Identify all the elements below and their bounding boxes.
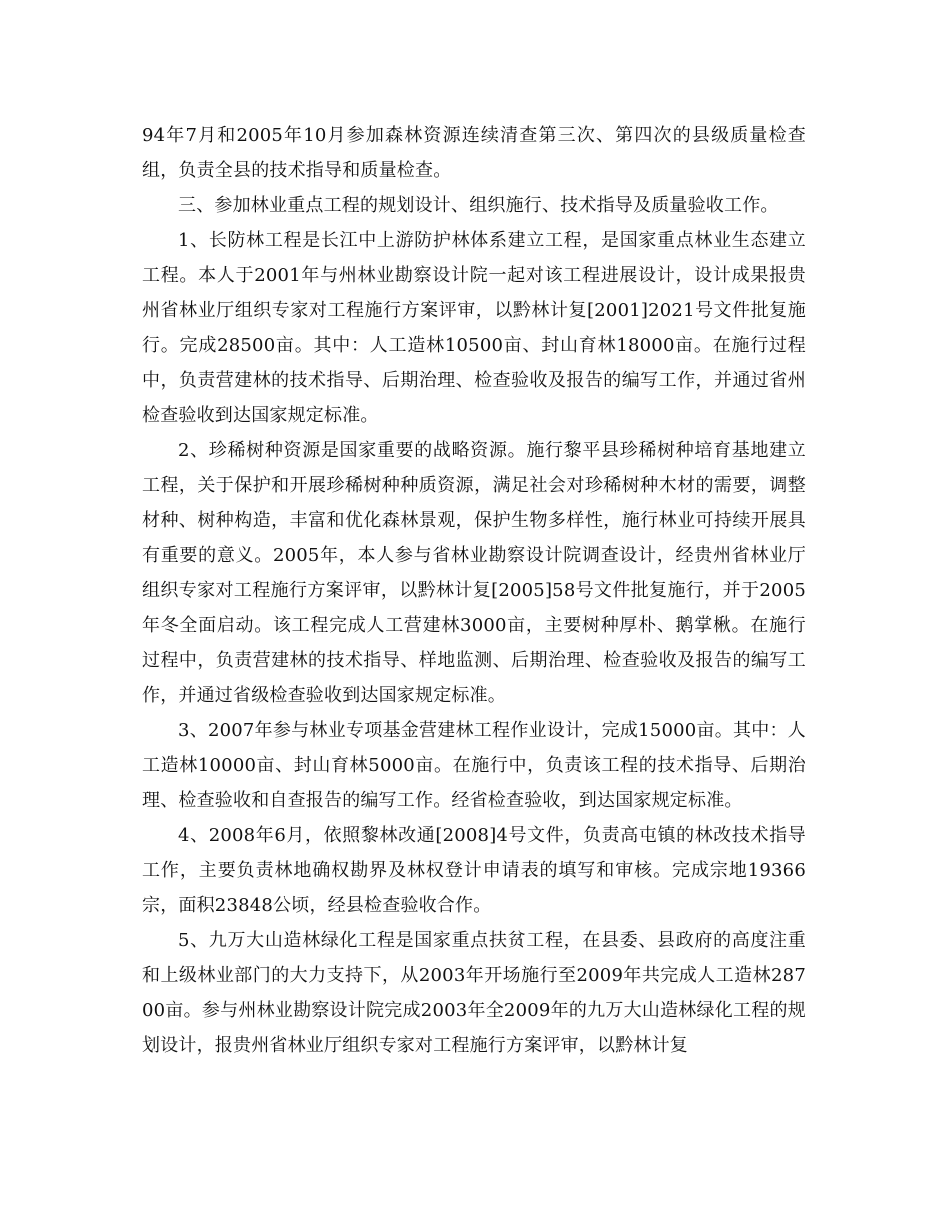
document-body bbox=[142, 118, 806, 1063]
paragraph-item-5: 5、九万大山造林绿化工程是国家重点扶贫工程，在县委、县政府的高度注重和上级林业部门的大力支持下，从2003年开场施行至2009年共完成人工造林28700亩。参与州林业勘察设计院完成2003年全2009年的九万大山造林绿化工程的规划设计，报贵州省林业厅组织专家对工程施行方案评审，以黔林计复 bbox=[142, 930, 806, 1056]
paragraph-item-3: 3、2007年参与林业专项基金营建林工程作业设计，完成15000亩。其中：人工造林10000亩、封山育林5000亩。在施行中，负责该工程的技术指导、后期治理、检查验收和自查报告的编写工作。经省检查验收，到达国家规定标准。 bbox=[142, 720, 806, 811]
paragraph-section-three-heading: 三、参加林业重点工程的规划设计、组织施行、技术指导及质量验收工作。 bbox=[178, 195, 779, 216]
paragraph-item-2: 2、珍稀树种资源是国家重要的战略资源。施行黎平县珍稀树种培育基地建立工程，关于保护和开展珍稀树种种质资源，满足社会对珍稀树种木材的需要，调整材种、树种构造，丰富和优化森林景观，保护生物多样性，施行林业可持续开展具有重要的意义。2005年，本人参与省林业勘察设计院调查设计，经贵州省林业厅组织专家对工程施行方案评审，以黔林计复[2005]58号文件批复施行，并于2005年冬全面启动。该工程完成人工营建林3000亩，主要树种厚朴、鹅掌楸。在施行过程中，负责营建林的技术指导、样地监测、后期治理、检查验收及报告的编写工作，并通过省级检查验收到达国家规定标准。 bbox=[142, 440, 806, 706]
paragraph-continuation: 94年7月和2005年10月参加森林资源连续清查第三次、第四次的县级质量检查组，负责全县的技术指导和质量检查。 bbox=[142, 125, 806, 181]
paragraph-item-1: 1、长防林工程是长江中上游防护林体系建立工程，是国家重点林业生态建立工程。本人于2001年与州林业勘察设计院一起对该工程进展设计，设计成果报贵州省林业厅组织专家对工程施行方案评审，以黔林计复[2001]2021号文件批复施行。完成28500亩。其中：人工造林10500亩、封山育林18000亩。在施行过程中，负责营建林的技术指导、后期治理、检查验收及报告的编写工作，并通过省州检查验收到达国家规定标准。 bbox=[142, 230, 806, 426]
paragraph-item-4: 4、2008年6月，依照黎林改通[2008]4号文件，负责高屯镇的林改技术指导工作，主要负责林地确权勘界及林权登计申请表的填写和审核。完成宗地19366宗，面积23848公顷，经县检查验收合作。 bbox=[142, 825, 806, 916]
